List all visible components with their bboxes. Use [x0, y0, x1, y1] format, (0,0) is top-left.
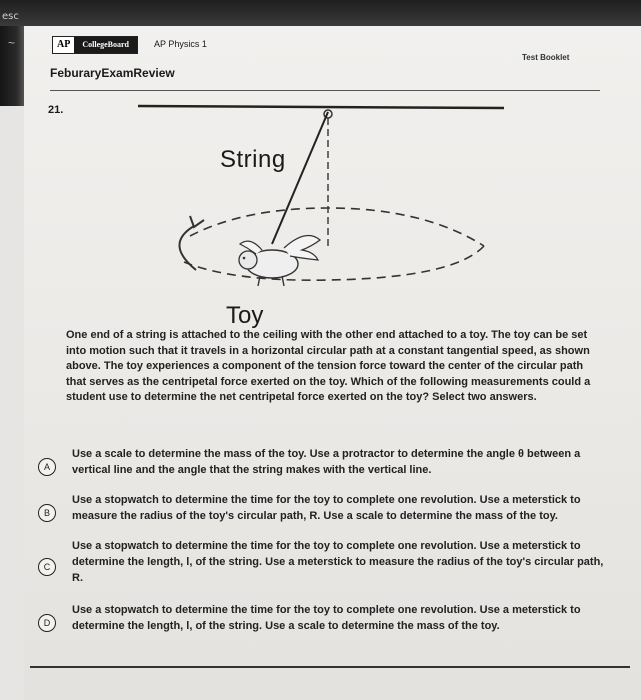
esc-key[interactable]: esc: [2, 11, 19, 22]
motion-arrow: [179, 226, 196, 270]
test-booklet-page: [24, 26, 641, 700]
left-edge-strip: [0, 26, 24, 106]
footer-divider: [30, 666, 630, 668]
option-d-circle[interactable]: D: [38, 614, 56, 632]
toy-label: Toy: [226, 302, 264, 329]
header-divider: [50, 90, 600, 91]
option-d-text: Use a stopwatch to determine the time for the toy to complete one revolution. Use a meterstick to determine the length, l, of the string. Use a scale to determine the mass of the toy.: [72, 604, 581, 632]
ap-collegeboard-logo: [52, 36, 138, 54]
question-number: 21.: [48, 104, 64, 116]
option-c-circle[interactable]: C: [38, 558, 56, 576]
booklet-label: Test Booklet: [522, 53, 570, 62]
collegeboard-logo: CollegeBoard: [74, 37, 137, 53]
pendulum-diagram: [124, 96, 524, 311]
tilde-key[interactable]: ~: [8, 36, 16, 50]
option-a-circle[interactable]: A: [38, 458, 56, 476]
string-line: [272, 112, 328, 244]
circular-path-back: [190, 208, 484, 246]
circular-path-front: [184, 246, 484, 280]
option-a-text: Use a scale to determine the mass of the toy. Use a protractor to determine the angle θ between a vertical line and the angle that the string makes with the vertical line.: [72, 448, 581, 476]
flying-pig-toy: [239, 236, 320, 287]
question-stem: One end of a string is attached to the ceiling with the other end attached to a toy. The toy can be set into motion such that it travels in a horizontal circular path at a constant tangential speed, as shown above. The toy experiences a component of the tension force toward the center of the circular path that serves as the centripetal force exerted on the toy. Which of the following measurements could a student use to determine the net centripetal force exerted on the toy? Select two answers.: [66, 329, 591, 404]
page-title: FeburaryExamReview: [50, 66, 175, 80]
option-b-circle[interactable]: B: [38, 504, 56, 522]
option-c-text: Use a stopwatch to determine the time for the toy to complete one revolution. Use a meterstick to determine the length, l, of the string. Use a meterstick to measure the radius of the toy's circular path, R.: [72, 540, 604, 584]
course-name: AP Physics 1: [154, 39, 207, 49]
keyboard-top-bar: [0, 0, 641, 26]
ceiling-line: [138, 106, 504, 108]
ap-logo: AP: [53, 37, 74, 53]
option-b-text: Use a stopwatch to determine the time for the toy to complete one revolution. Use a meterstick to measure the radius of the toy's circular path, R. Use a scale to determine the mass of the toy.: [72, 494, 581, 522]
string-label: String: [220, 146, 286, 173]
